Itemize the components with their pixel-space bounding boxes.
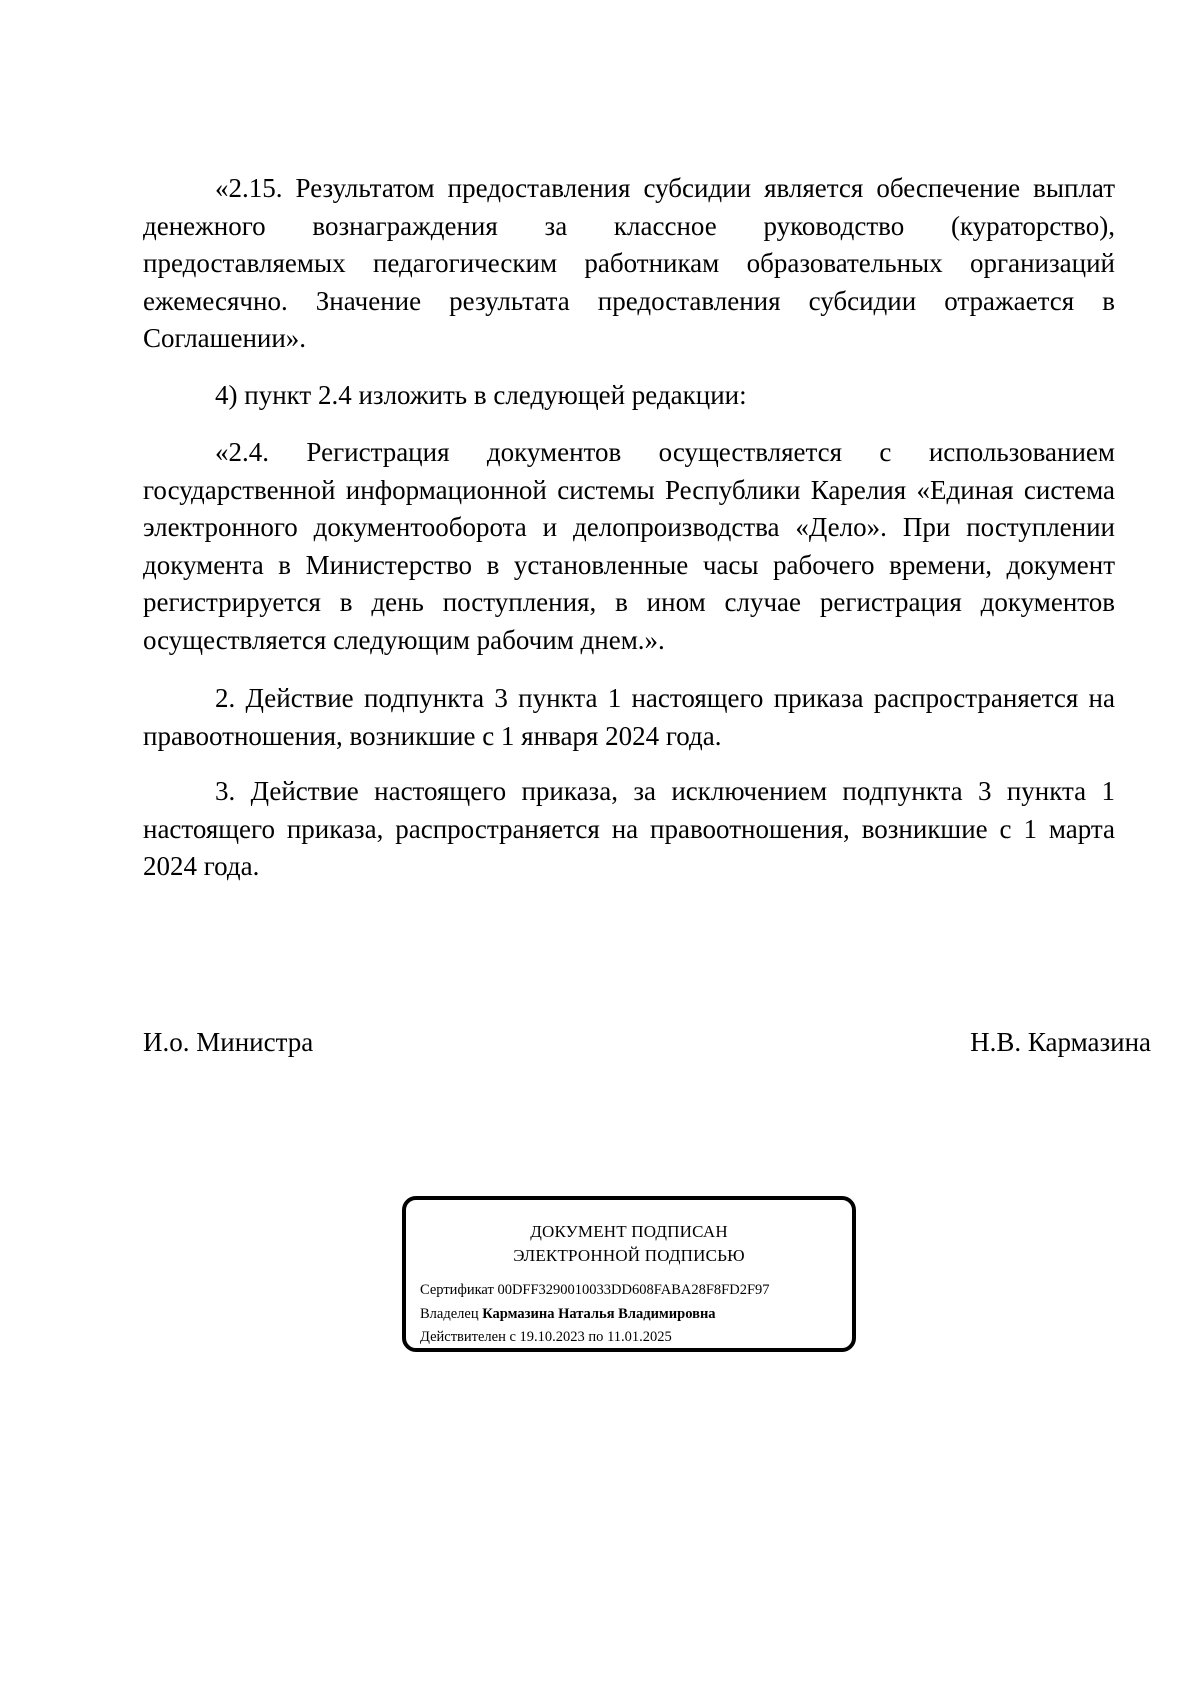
stamp-title xyxy=(406,1220,852,1268)
valid-from: 19.10.2023 xyxy=(519,1329,585,1345)
certificate-label: Сертификат xyxy=(420,1282,494,1298)
certificate-value: 00DFF3290010033DD608FABA28F8FD2F97 xyxy=(497,1282,770,1298)
paragraph-item-4: 4) пункт 2.4 изложить в следующей редакции: xyxy=(215,380,747,410)
stamp-title-line-2: ЭЛЕКТРОННОЙ ПОДПИСЬЮ xyxy=(513,1246,745,1265)
owner-label: Владелец xyxy=(420,1306,479,1322)
signer-position: И.о. Министра xyxy=(143,1027,314,1057)
stamp-owner xyxy=(420,1304,716,1324)
paragraph-clause-3: 3. Действие настоящего приказа, за исключением подпункта 3 пункта 1 настоящего приказа, распространяется на правоотношения, возникшие с 1 марта 2024 года. xyxy=(143,776,1115,881)
paragraph-clause-2: 2. Действие подпункта 3 пункта 1 настоящего приказа распространяется на правоотношения, возникшие с 1 января 2024 года. xyxy=(143,683,1115,751)
electronic-signature-stamp xyxy=(402,1196,856,1352)
stamp-certificate xyxy=(420,1280,770,1300)
valid-to: 11.01.2025 xyxy=(607,1329,672,1345)
valid-to-label: по xyxy=(588,1329,604,1345)
signer-name: Н.В. Кармазина xyxy=(970,1027,1151,1057)
valid-label: Действителен с xyxy=(420,1329,516,1345)
owner-value: Кармазина Наталья Владимировна xyxy=(482,1306,716,1322)
stamp-validity xyxy=(420,1327,672,1347)
paragraph-2-15: «2.15. Результатом предоставления субсидии является обеспечение выплат денежного вознаграждения за классное руководство (кураторство), предоставляемых педагогическим работникам образовательных организаций ежемесячно. Значение результата предоставления субсидии отражается в Соглашении». xyxy=(143,173,1115,353)
paragraph-2-4: «2.4. Регистрация документов осуществляется с использованием государственной информационной системы Республики Карелия «Единая система электронного документооборота и делопроизводства «Дело». При поступлении документа в Министерство в установленные часы рабочего времени, документ регистрируется в день поступления, в ином случае регистрация документов осуществляется следующим рабочим днем.». xyxy=(143,437,1115,655)
stamp-title-line-1: ДОКУМЕНТ ПОДПИСАН xyxy=(530,1222,728,1241)
